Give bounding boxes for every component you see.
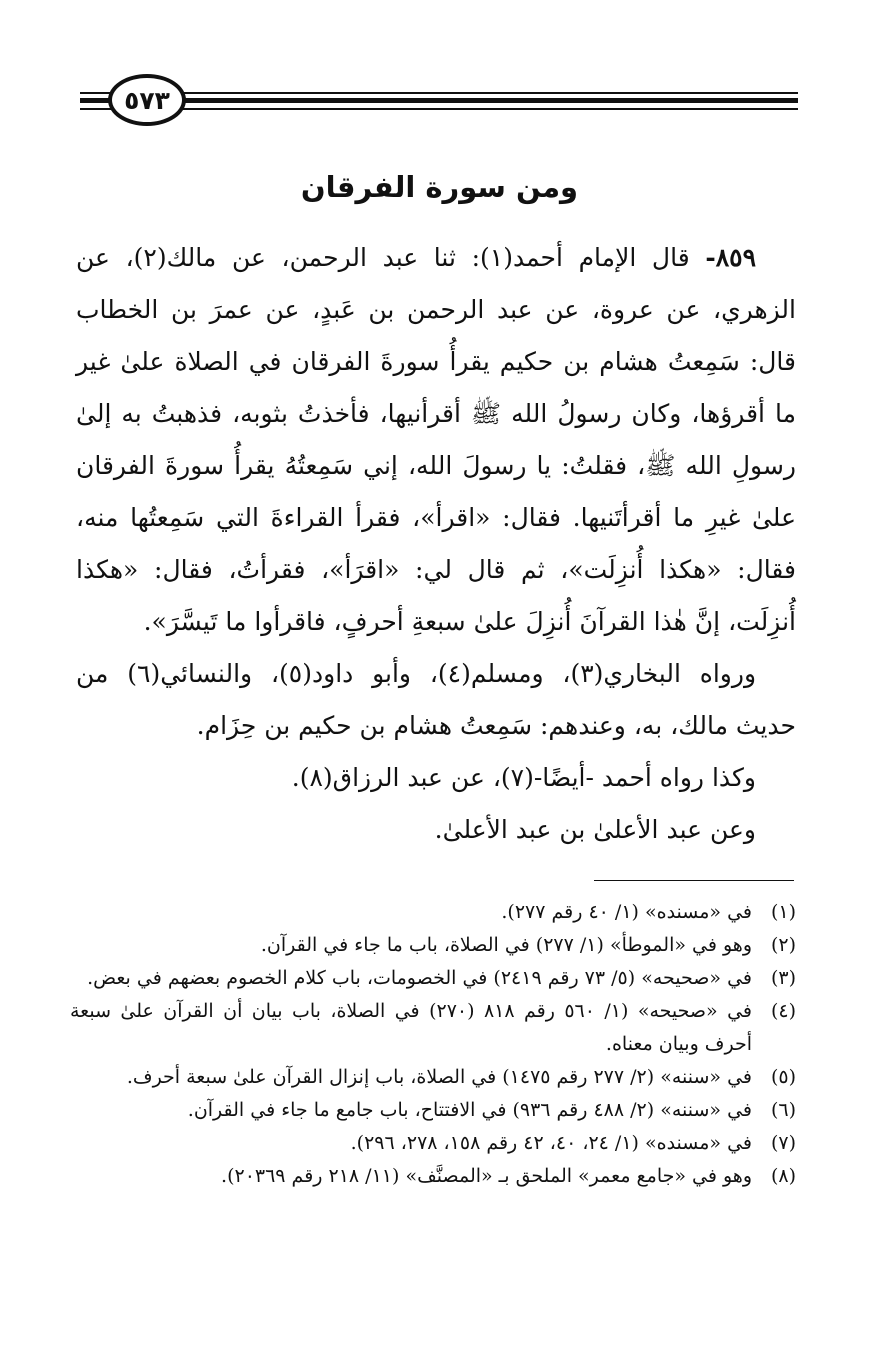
header-rule-bottom	[80, 108, 798, 110]
footnote-text: في «صحيحه» (١/ ٥٦٠ رقم ٨١٨ (٢٧٠) في الصلاة، باب بيان أن القرآن علىٰ سبعة أحرف وبيان معناه.	[70, 1000, 753, 1055]
chapter-title: ومن سورة الفرقان	[300, 170, 579, 204]
header-rule-thick	[80, 98, 798, 103]
footnote-number: (٦)	[770, 1099, 796, 1121]
hadith-paragraph	[76, 232, 796, 648]
footnote-number: (١)	[770, 901, 796, 923]
footnote-number: (٥)	[770, 1066, 796, 1088]
footnote-text: في «سننه» (٢/ ٢٧٧ رقم ١٤٧٥) في الصلاة، باب إنزال القرآن علىٰ سبعة أحرف.	[126, 1066, 752, 1088]
hadith-number: ٨٥٩-	[705, 243, 757, 272]
footnote-number: (٨)	[770, 1165, 796, 1187]
footnote	[70, 995, 796, 1061]
footnote-number: (٢)	[770, 934, 796, 956]
footnote	[70, 1061, 796, 1094]
footnote	[70, 929, 796, 962]
footnote-separator	[594, 880, 794, 881]
footnote-number: (٧)	[770, 1132, 796, 1154]
footnote	[70, 896, 796, 929]
footnote	[70, 1094, 796, 1127]
page-number: ٥٧٣	[124, 85, 170, 115]
hadith-text: قال الإمام أحمد(١): ثنا عبد الرحمن، عن مالك(٢)، عن الزهري، عن عروة، عن عبد الرحمن بن عَبدٍ، عن عمرَ بن الخطاب قال: سَمِعتُ هشام بن حكيم يقرأُ سورةَ الفرقان في الصلاة علىٰ غير ما أقرؤها، وكان رسولُ الله ﷺ أقرأنيها، فأخذتُ بثوبه، فذهبتُ به إلىٰ رسولِ الله ﷺ، فقلتُ: يا رسولَ الله، إني سَمِعتُهُ يقرأُ سورةَ الفرقان علىٰ غيرِ ما أقرأتَنيها. فقال: «اقرأ»، فقرأ القراءةَ التي سَمِعتُها منه، فقال: «هكذا أُنزِلَت»، ثم قال لي: «اقرَأ»، فقرأتُ، فقال: «هكذا أُنزِلَت، إنَّ هٰذا القرآنَ أُنزِلَ علىٰ سبعةِ أحرفٍ، فاقرأوا ما تَيسَّرَ».	[76, 243, 796, 636]
footnote-text: في «مسنده» (١/ ٢٤، ٤٠، ٤٢ رقم ١٥٨، ٢٧٨، ٢٩٦).	[350, 1132, 752, 1154]
narration-paragraph-2: وكذا رواه أحمد -أيضًا-(٧)، عن عبد الرزاق(٨).	[291, 763, 756, 792]
footnote-text: وهو في «الموطأ» (١/ ٢٧٧) في الصلاة، باب ما جاء في القرآن.	[260, 934, 752, 956]
narration-paragraph: ورواه البخاري(٣)، ومسلم(٤)، وأبو داود(٥)، والنسائي(٦) من حديث مالك، به، وعندهم: سَمِعتُ هشام بن حكيم بن حِزَام.	[76, 659, 796, 740]
footnote-text: في «صحيحه» (٥/ ٧٣ رقم ٢٤١٩) في الخصومات، باب كلام الخصوم بعضهم في بعض.	[87, 967, 752, 989]
page-number-badge	[108, 74, 186, 126]
footnote-number: (٣)	[770, 967, 796, 989]
footnote-text: وهو في «جامع معمر» الملحق بـ «المصنَّف» (١١/ ٢١٨ رقم ٢٠٣٦٩).	[221, 1165, 752, 1187]
footnote	[70, 1127, 796, 1160]
main-text	[76, 232, 796, 856]
footnote-text: في «مسنده» (١/ ٤٠ رقم ٢٧٧).	[501, 901, 752, 923]
footnote-text: في «سننه» (٢/ ٤٨٨ رقم ٩٣٦) في الافتتاح، باب جامع ما جاء في القرآن.	[187, 1099, 752, 1121]
narration-paragraph-3: وعن عبد الأعلىٰ بن عبد الأعلىٰ.	[434, 815, 756, 844]
footnote	[70, 962, 796, 995]
footnote-number: (٤)	[770, 1000, 796, 1022]
footnote	[70, 1160, 796, 1193]
header-rule-top	[80, 92, 798, 94]
footnotes	[70, 896, 796, 1193]
